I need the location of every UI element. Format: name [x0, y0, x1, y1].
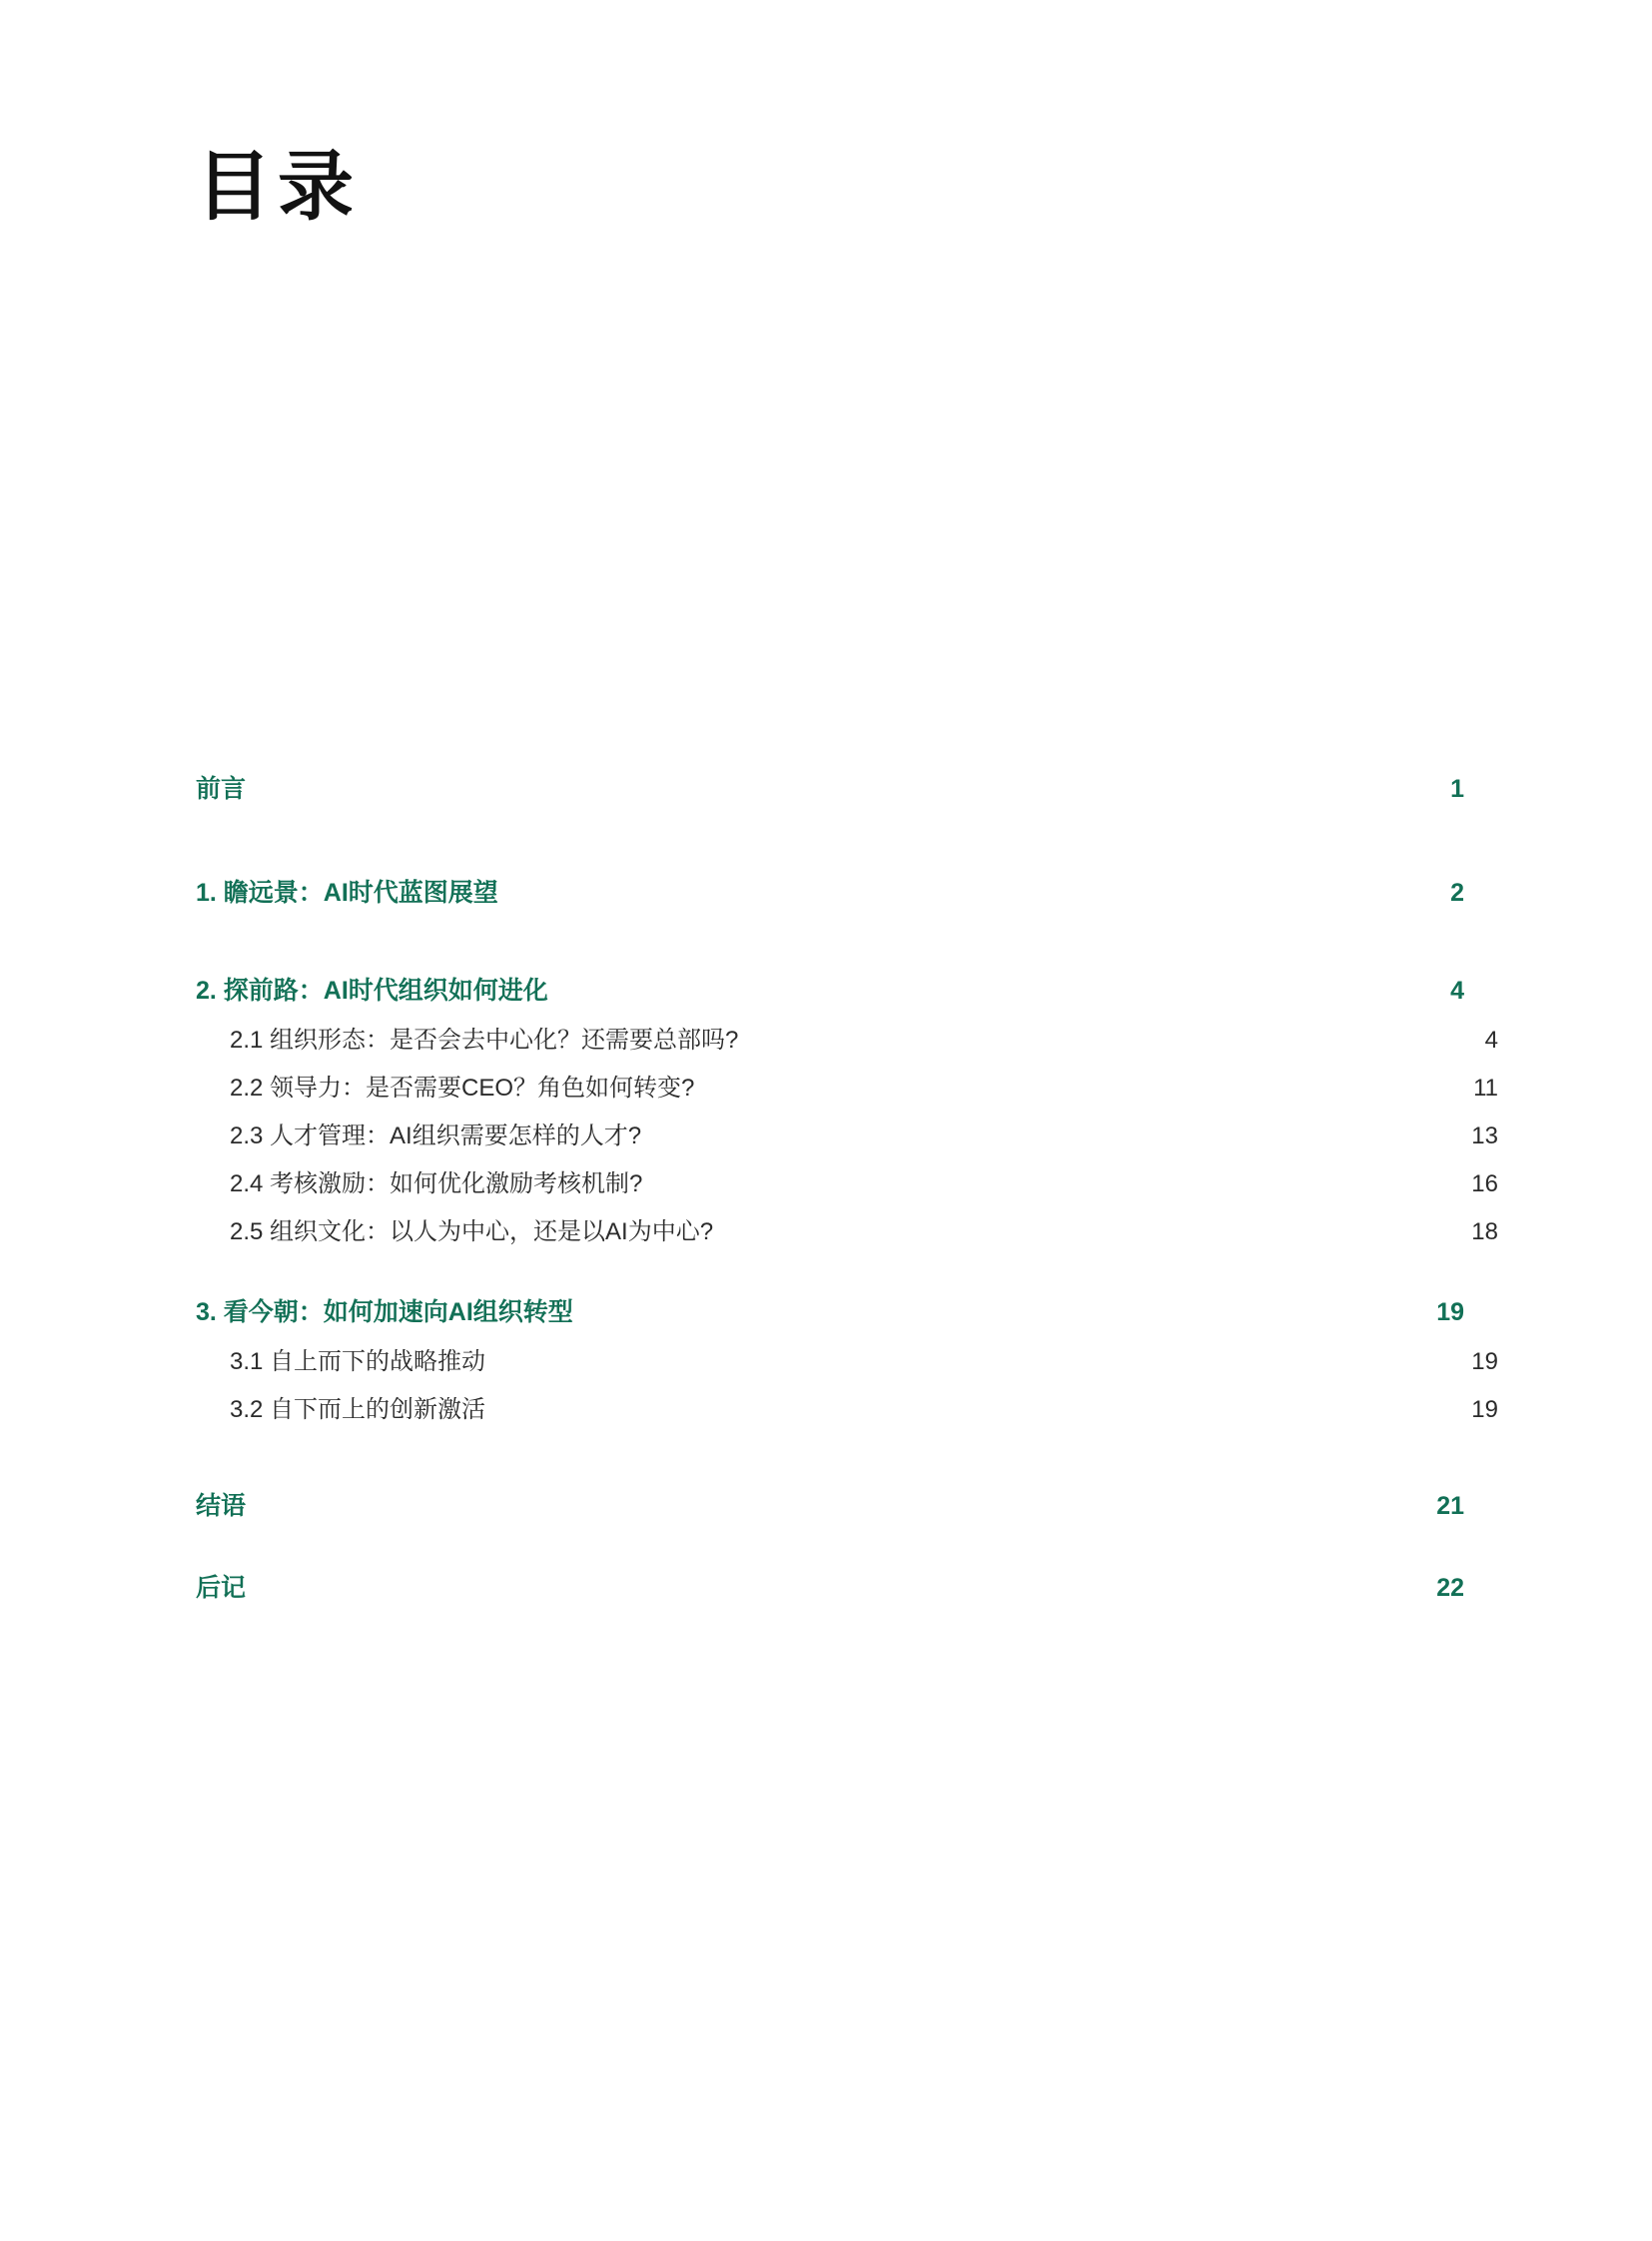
toc-entry-page: 19 — [1471, 1396, 1498, 1423]
toc-entry-conclusion[interactable] — [196, 1486, 1464, 1522]
spacer — [196, 805, 1464, 873]
toc-entry-chapter-1[interactable] — [196, 873, 1464, 909]
toc-entry-label: 2.4 考核激励：如何优化激励考核机制? — [230, 1170, 643, 1197]
toc-entry-section-2-1[interactable] — [196, 1020, 1498, 1055]
toc-entry-label: 2. 探前路：AI时代组织如何进化 — [196, 977, 548, 1005]
toc-entry-label: 2.3 人才管理：AI组织需要怎样的人才? — [230, 1122, 642, 1149]
toc-entry-label: 前言 — [196, 775, 247, 803]
toc-entry-page: 2 — [1450, 879, 1464, 907]
toc-entry-label: 1. 瞻远景：AI时代蓝图展望 — [196, 879, 498, 907]
toc-entry-page: 1 — [1450, 775, 1464, 803]
toc-entry-preface[interactable] — [196, 769, 1464, 805]
toc-entry-section-2-3[interactable] — [196, 1116, 1498, 1150]
page-title: 目录 — [196, 146, 360, 230]
toc-entry-page: 13 — [1471, 1122, 1498, 1149]
spacer — [196, 909, 1464, 971]
toc-entry-label: 后记 — [196, 1574, 247, 1602]
toc-entry-page: 4 — [1450, 977, 1464, 1005]
toc-entry-page: 11 — [1473, 1075, 1498, 1102]
toc-entry-page: 4 — [1484, 1027, 1498, 1054]
toc-entry-label: 2.5 组织文化：以人为中心，还是以AI为中心? — [230, 1218, 714, 1245]
toc-group-chapter-1 — [196, 873, 1464, 909]
toc-entry-label: 3.1 自上而下的战略推动 — [230, 1348, 486, 1375]
toc-entry-page: 19 — [1436, 1298, 1464, 1326]
toc-entry-chapter-2[interactable] — [196, 971, 1464, 1007]
toc-entry-section-2-2[interactable] — [196, 1068, 1498, 1103]
toc-entry-section-2-5[interactable] — [196, 1211, 1498, 1246]
toc-entry-page: 22 — [1436, 1574, 1464, 1602]
toc-entry-page: 18 — [1471, 1218, 1498, 1245]
toc-entry-label: 3.2 自下而上的创新激活 — [230, 1396, 486, 1423]
toc-list — [196, 769, 1498, 1604]
toc-entry-label: 2.2 领导力：是否需要CEO？角色如何转变? — [230, 1075, 695, 1102]
spacer — [196, 1246, 1464, 1292]
toc-entry-section-3-2[interactable] — [196, 1389, 1498, 1424]
toc-entry-label: 2.1 组织形态：是否会去中心化？还需要总部吗? — [230, 1027, 739, 1054]
toc-entry-label: 结语 — [196, 1492, 247, 1520]
spacer — [196, 1522, 1464, 1568]
toc-entry-section-3-1[interactable] — [196, 1341, 1498, 1376]
spacer — [196, 1424, 1464, 1486]
toc-entry-section-2-4[interactable] — [196, 1163, 1498, 1198]
toc-entry-postscript[interactable] — [196, 1568, 1464, 1604]
toc-group-chapter-2 — [196, 971, 1498, 1246]
toc-entry-page: 21 — [1436, 1492, 1464, 1520]
toc-entry-label: 3. 看今朝：如何加速向AI组织转型 — [196, 1298, 573, 1326]
toc-entry-page: 19 — [1471, 1348, 1498, 1375]
toc-group-chapter-3 — [196, 1292, 1498, 1424]
toc-entry-chapter-3[interactable] — [196, 1292, 1464, 1328]
toc-entry-page: 16 — [1471, 1170, 1498, 1197]
